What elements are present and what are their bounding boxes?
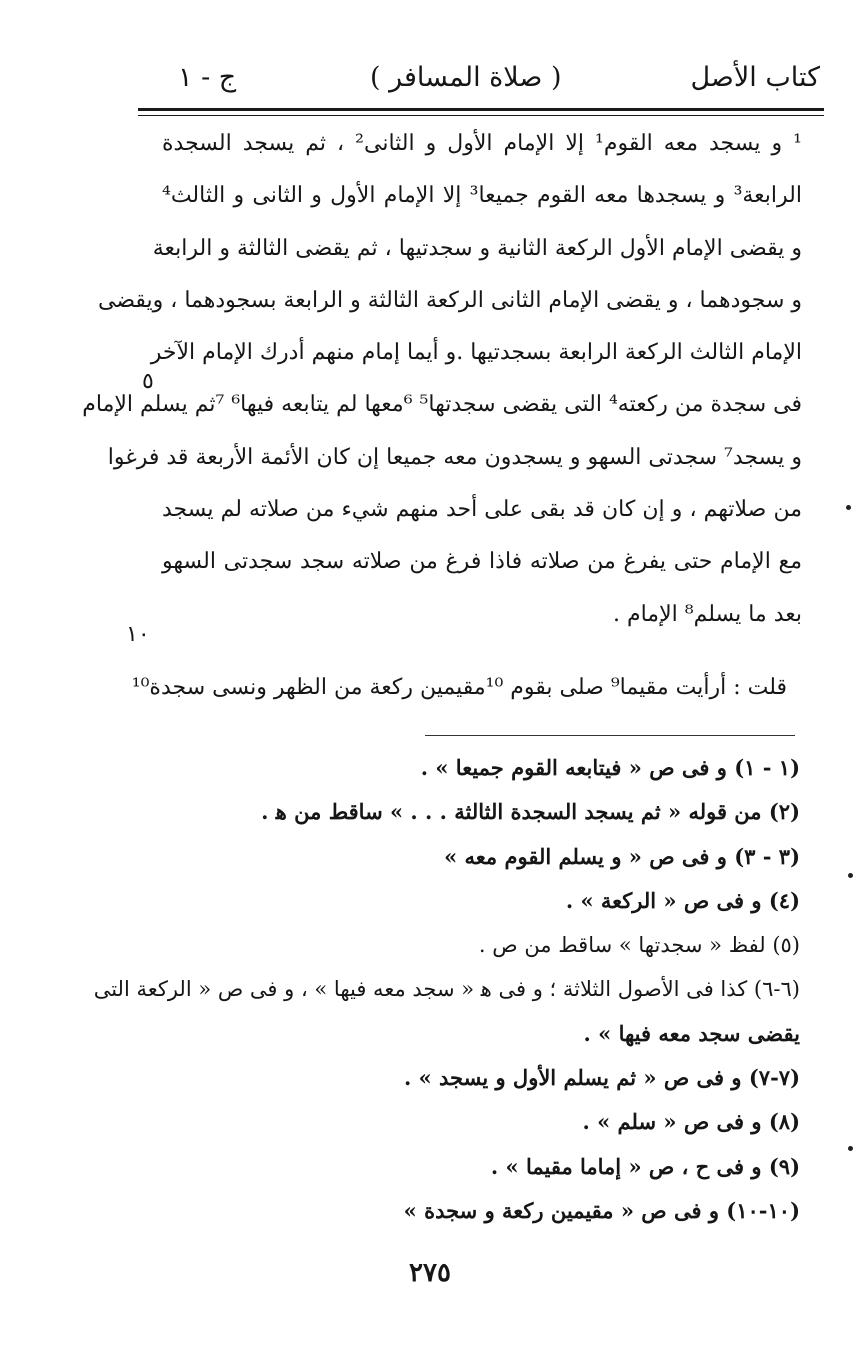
print-speck [846, 505, 851, 510]
footnotes [93, 746, 800, 1233]
footnote: (٣ - ٣) و فى ص « و يسلم القوم معه » [444, 843, 800, 869]
text-line: مع الإمام حتى يفرغ من صلاته فاذا فرغ من صلاته سجد سجدتى السهو [162, 549, 802, 575]
chapter-title: ( صلاة المسافر ) [370, 62, 562, 93]
print-speck [848, 873, 853, 878]
line-number-10: ١٠ [126, 622, 150, 647]
text-line: و سجودهما ، و يقضى الإمام الثانى الركعة الثالثة و الرابعة بسجودهما ، ويقضى [97, 287, 802, 313]
footnote: (١٠-١٠) و فى ص « مقيمين ركعة و سجدة » [403, 1197, 800, 1223]
footnote: (٤) و فى ص « الركعة » . [565, 887, 800, 913]
header-rule-thick [138, 108, 824, 111]
footnote: (٢) من قوله « ثم يسجد السجدة الثالثة . . . » ساقط من ﻫ . [261, 799, 800, 825]
running-header [140, 58, 820, 108]
book-title: كتاب الأصل [690, 62, 820, 93]
text-line: بعد ما يسلم⁸ الإمام . [612, 601, 802, 627]
text-line: ¹ و يسجد معه القوم¹ إلا الإمام الأول و الثانى² ، ثم يسجد السجدة [162, 131, 802, 156]
footnote: (٦-٦) كذا فى الأصول الثلاثة ؛ و فى ﻫ « سجد معه فيها » ، و فى ص « الركعة التى [93, 977, 800, 1002]
text-line: الإمام الثالث الركعة الرابعة بسجدتيها .و أيما إمام منهم أدرك الإمام الآخر [150, 340, 802, 366]
footnote: (٥) لفظ « سجدتها » ساقط من ص . [478, 933, 800, 958]
volume-label: ج - ١ [178, 62, 237, 93]
text-line: من صلاتهم ، و إن كان قد بقى على أحد منهم شيء من صلاته لم يسجد [162, 497, 802, 523]
header-rule-thin [138, 115, 824, 116]
footnote-separator [425, 735, 795, 736]
text-line: فى سجدة من ركعته⁴ التى يقضى سجدتها⁵ ⁶معها لم يتابعه فيها⁶ ⁷ثم يسلم الإمام [82, 392, 802, 418]
text-line: و يسجد⁷ سجدتى السهو و يسجدون معه جميعا إن كان الأئمة الأربعة قد فرغوا [107, 444, 802, 470]
text-line: الرابعة³ و يسجدها معه القوم جميعا³ إلا الإمام الأول و الثانى و الثالث⁴ [162, 183, 802, 209]
footnote: (٧-٧) و فى ص « ثم يسلم الأول و يسجد » . [403, 1065, 800, 1091]
footnote: (٩) و فى ح ، ص « إماما مقيما » . [490, 1153, 800, 1179]
footnote: (٨) و فى ص « سلم » . [582, 1109, 800, 1135]
text-line: و يقضى الإمام الأول الركعة الثانية و سجدتيها ، ثم يقضى الثالثة و الرابعة [152, 235, 802, 261]
question-line: قلت : أرأيت مقيما⁹ صلى بقوم ¹⁰مقيمين ركعة من الظهر ونسى سجدة¹⁰ [131, 675, 787, 700]
page-number: ٢٧٥ [409, 1258, 451, 1288]
line-number-5: ٥ [142, 369, 154, 394]
footnote-continuation: يقضى سجد معه فيها » . [583, 1020, 800, 1046]
footnote: (١ - ١) و فى ص « فيتابعه القوم جميعا » . [420, 755, 800, 780]
print-speck [848, 1146, 853, 1151]
